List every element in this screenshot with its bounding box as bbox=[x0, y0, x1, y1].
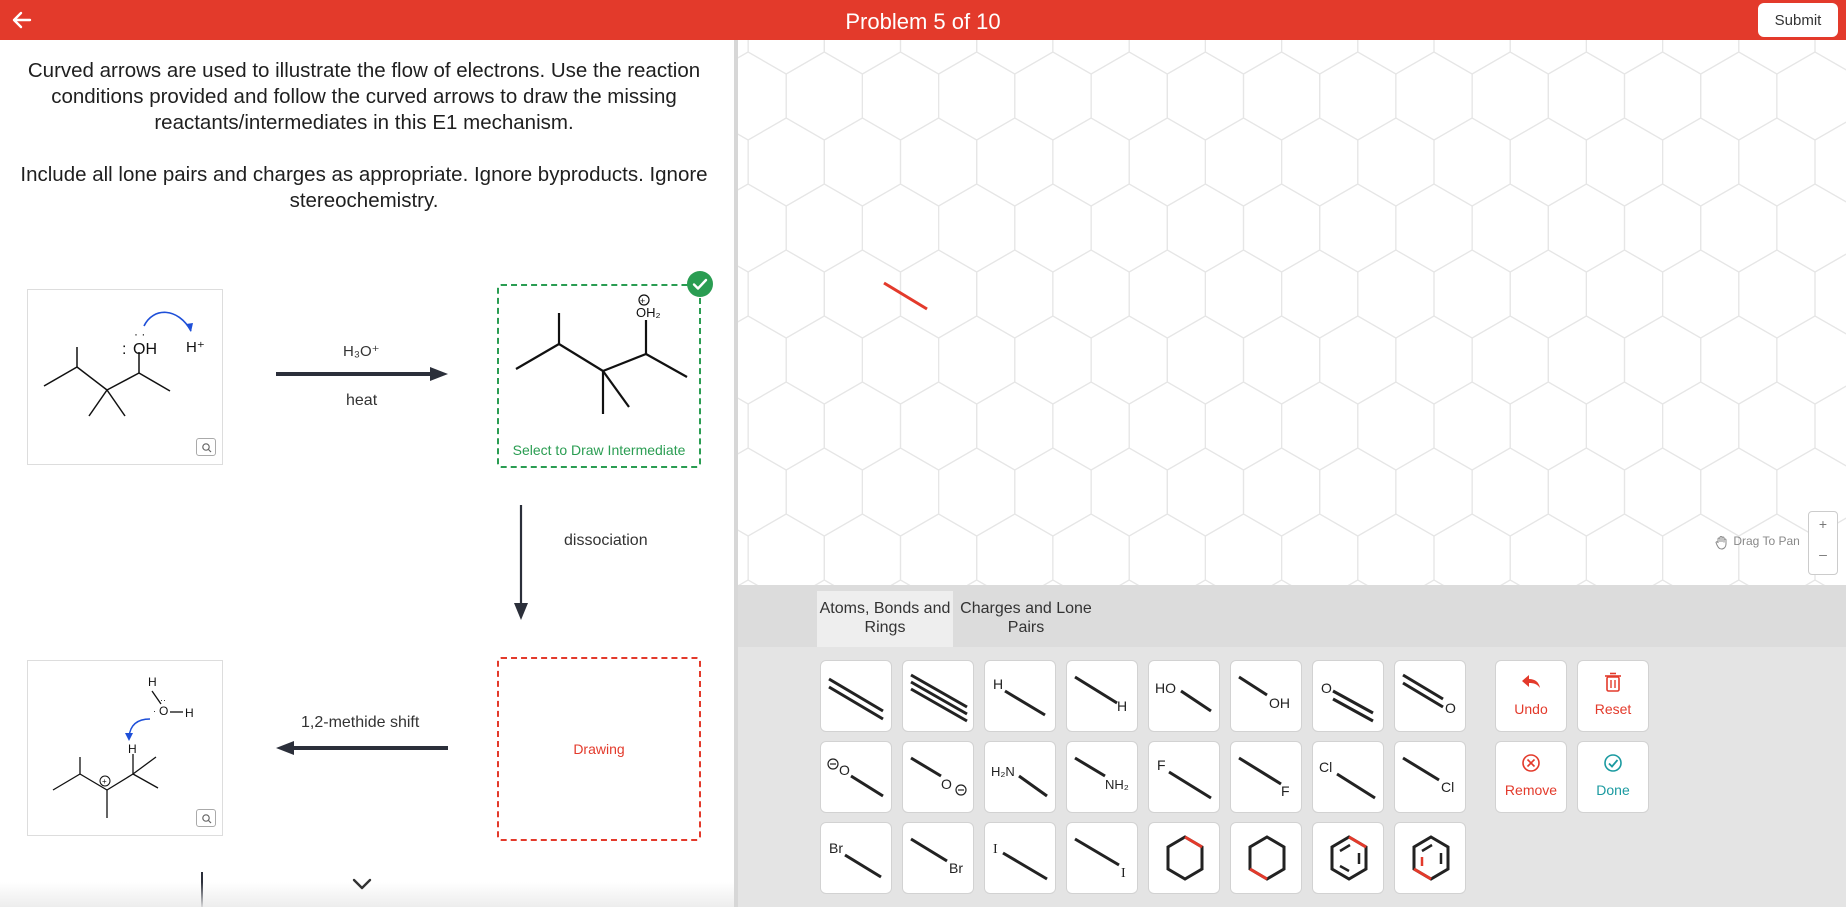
br-bond-right-tool[interactable] bbox=[902, 822, 974, 894]
svg-text:O: O bbox=[1321, 680, 1332, 696]
tool-panel bbox=[738, 585, 1846, 907]
instructions-paragraph-2: Include all lone pairs and charges as appropriate. Ignore byproducts. Ignore stereochemistry. bbox=[20, 163, 708, 212]
done-button[interactable]: Done bbox=[1577, 741, 1649, 813]
lower-h-top-label: H bbox=[148, 675, 157, 689]
select-intermediate-prompt: Select to Draw Intermediate bbox=[512, 442, 686, 458]
zoom-out-button[interactable]: – bbox=[1819, 546, 1827, 562]
intermediate-oh2-label: OH₂ bbox=[636, 305, 661, 320]
svg-text:Br: Br bbox=[829, 840, 843, 856]
cl-bond-right-tool[interactable] bbox=[1394, 741, 1466, 813]
svg-text:·: · bbox=[153, 706, 156, 716]
cl-bond-left-tool[interactable] bbox=[1312, 741, 1384, 813]
methide-shift-label: 1,2-methide shift bbox=[301, 714, 420, 731]
step3-arrow bbox=[274, 738, 450, 758]
magnifier-icon bbox=[197, 439, 217, 457]
svg-text:F: F bbox=[1157, 757, 1166, 773]
alkoxide-right-tool[interactable] bbox=[902, 741, 974, 813]
svg-text:O: O bbox=[941, 776, 952, 792]
reactant-card bbox=[27, 289, 223, 465]
svg-text:O: O bbox=[1445, 700, 1456, 716]
triple-bond-tool[interactable] bbox=[902, 660, 974, 732]
chevron-down-icon[interactable] bbox=[351, 876, 373, 892]
svg-text:··: ·· bbox=[160, 695, 166, 705]
svg-text:H₂N: H₂N bbox=[991, 764, 1015, 779]
magnifier-icon bbox=[197, 810, 217, 828]
drawing-box[interactable] bbox=[497, 657, 701, 841]
carbocation-structure bbox=[28, 661, 224, 837]
svg-text:OH: OH bbox=[1269, 695, 1290, 711]
ho-bond-tool[interactable] bbox=[1148, 660, 1220, 732]
svg-text:Cl: Cl bbox=[1319, 759, 1333, 775]
reagent-label: H₃O⁺ bbox=[343, 343, 380, 360]
h-bond-right-tool[interactable] bbox=[1066, 660, 1138, 732]
lower-h-right-label: H bbox=[185, 706, 194, 720]
h-bond-left-tool[interactable] bbox=[984, 660, 1056, 732]
question-panel bbox=[0, 40, 734, 907]
lower-structure-card bbox=[27, 660, 223, 836]
svg-text:NH₂: NH₂ bbox=[1105, 777, 1129, 792]
svg-text::: : bbox=[122, 341, 127, 358]
zoom-reactant-button[interactable] bbox=[196, 438, 216, 456]
tool-tabs bbox=[738, 585, 1846, 647]
svg-text:Br: Br bbox=[949, 860, 963, 876]
svg-text:Cl: Cl bbox=[1441, 779, 1455, 795]
zoom-control bbox=[1808, 511, 1838, 575]
svg-text:F: F bbox=[1281, 783, 1290, 799]
dissociation-label: dissociation bbox=[564, 532, 648, 549]
benzene-tool[interactable] bbox=[1312, 822, 1384, 894]
lower-h-mid-label: H bbox=[128, 742, 137, 756]
drawn-bond[interactable] bbox=[738, 40, 1846, 585]
carbonyl-left-tool[interactable] bbox=[1312, 660, 1384, 732]
benzene-alt-tool[interactable] bbox=[1394, 822, 1466, 894]
carbonyl-right-tool[interactable] bbox=[1394, 660, 1466, 732]
tab-charges-lone-pairs[interactable]: Charges and Lone Pairs bbox=[960, 600, 1092, 636]
alkoxide-left-tool[interactable] bbox=[820, 741, 892, 813]
zoom-lower-button[interactable] bbox=[196, 809, 216, 827]
svg-text:H: H bbox=[993, 676, 1004, 692]
drag-to-pan-label: Drag To Pan bbox=[1733, 534, 1800, 549]
drag-to-pan-hint bbox=[1714, 534, 1800, 550]
f-bond-right-tool[interactable] bbox=[1230, 741, 1302, 813]
hand-icon bbox=[1714, 534, 1730, 550]
svg-text:I: I bbox=[1121, 866, 1126, 881]
drawing-label: Drawing bbox=[573, 741, 625, 757]
check-circle-icon bbox=[1602, 752, 1624, 774]
condition-label: heat bbox=[346, 392, 378, 409]
svg-text:H: H bbox=[1117, 698, 1128, 714]
reactant-oh-label: OH bbox=[133, 341, 157, 358]
double-bond-tool[interactable] bbox=[820, 660, 892, 732]
remove-button[interactable]: Remove bbox=[1495, 741, 1567, 813]
trash-icon bbox=[1602, 671, 1624, 693]
instructions-paragraph-1: Curved arrows are used to illustrate the flow of electrons. Use the reaction conditions provided and follow the curved arrows to draw the missing reactants/intermediates in this E1 mechanism. bbox=[27, 59, 701, 134]
undo-icon bbox=[1520, 671, 1542, 693]
br-bond-left-tool[interactable] bbox=[820, 822, 892, 894]
step1-arrow bbox=[274, 364, 450, 384]
cyclohexane-tool[interactable] bbox=[1148, 822, 1220, 894]
reactant-structure bbox=[28, 290, 224, 466]
svg-text:O: O bbox=[839, 762, 850, 778]
svg-text:HO: HO bbox=[1155, 680, 1176, 696]
intermediate-1-box[interactable] bbox=[497, 284, 701, 468]
submit-button[interactable]: Submit bbox=[1758, 3, 1838, 37]
svg-text:· ·: · · bbox=[134, 327, 146, 341]
lower-o-label: O bbox=[159, 704, 169, 718]
f-bond-left-tool[interactable] bbox=[1148, 741, 1220, 813]
reactant-hplus-label: H⁺ bbox=[186, 339, 205, 356]
oh-bond-tool[interactable] bbox=[1230, 660, 1302, 732]
svg-text:+: + bbox=[102, 777, 107, 786]
page-title: Problem 5 of 10 bbox=[845, 9, 1001, 34]
intermediate-1-structure bbox=[499, 286, 699, 436]
reset-button[interactable]: Reset bbox=[1577, 660, 1649, 732]
i-bond-left-tool[interactable] bbox=[984, 822, 1056, 894]
nh2-bond-tool[interactable] bbox=[1066, 741, 1138, 813]
tab-atoms-bonds-rings[interactable]: Atoms, Bonds and Rings bbox=[817, 591, 953, 647]
i-bond-right-tool[interactable] bbox=[1066, 822, 1138, 894]
zoom-in-button[interactable]: + bbox=[1818, 516, 1828, 532]
check-circle-icon bbox=[687, 271, 713, 297]
step2-arrow bbox=[511, 503, 531, 623]
svg-text:+: + bbox=[640, 296, 646, 306]
h2n-bond-tool[interactable] bbox=[984, 741, 1056, 813]
close-circle-icon bbox=[1520, 752, 1542, 774]
svg-text:I: I bbox=[993, 842, 998, 857]
undo-button[interactable]: Undo bbox=[1495, 660, 1567, 732]
top-bar bbox=[0, 0, 1846, 40]
cyclohexane-alt-tool[interactable] bbox=[1230, 822, 1302, 894]
drawing-canvas[interactable] bbox=[738, 40, 1846, 585]
